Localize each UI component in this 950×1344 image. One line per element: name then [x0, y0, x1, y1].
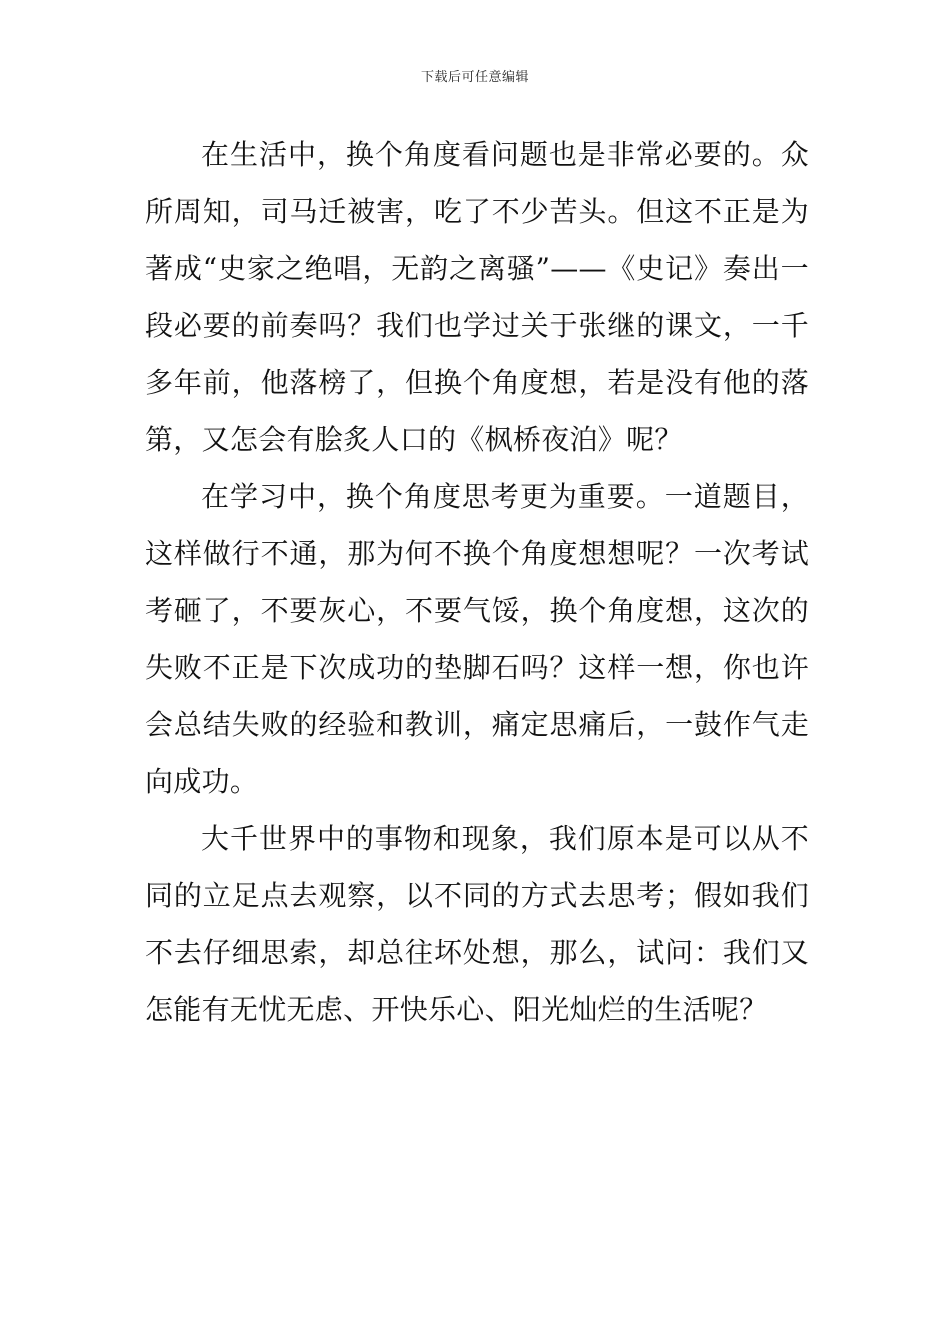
paragraph-3: 大千世界中的事物和现象，我们原本是可以从不同的立足点去观察，以不同的方式去思考；假如我们不去仔细思索，却总往坏处想，那么，试问：我们又怎能有无忧无虑、开快乐心、阳光灿烂的生活呢？: [145, 822, 809, 1026]
paragraph-1: 在生活中，换个角度看问题也是非常必要的。众所周知，司马迁被害，吃了不少苦头。但这不正是为著成“史家之绝唱，无韵之离骚”——《史记》奏出一段必要的前奏吗？我们也学过关于张继的课文，一千多年前，他落榜了，但换个角度想，若是没有他的落第，又怎会有脍炙人口的《枫桥夜泊》呢？: [145, 138, 809, 456]
body-text: [145, 126, 809, 1038]
paragraph-2: 在学习中，换个角度思考更为重要。一道题目，这样做行不通，那为何不换个角度想想呢？一次考试考砸了，不要灰心，不要气馁，换个角度想，这次的失败不正是下次成功的垫脚石吗？这样一想，你也许会总结失败的经验和教训，痛定思痛后，一鼓作气走向成功。: [145, 480, 809, 798]
header-note: 下载后可任意编辑: [420, 70, 529, 85]
